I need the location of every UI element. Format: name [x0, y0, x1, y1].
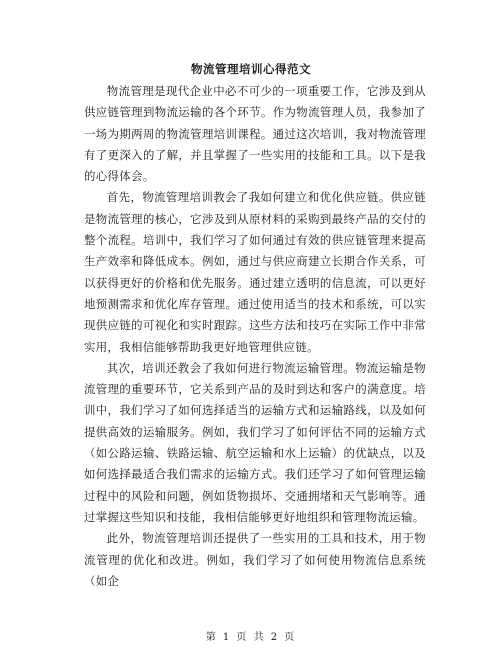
paragraph: 物流管理是现代企业中必不可少的一项重要工作，它涉及到从供应链管理到物流运输的各个环节。作为物流管理人员，我参加了一场为期两周的物流管理培训课程。通过这次培训，我对物流管理有了更深入的了解，并且掌握了一些实用的技能和工具。以下是我的心得体会。 — [84, 84, 426, 184]
paragraph: 此外，物流管理培训还提供了一些实用的工具和技术，用于物流管理的优化和改进。例如，我们学习了如何使用物流信息系统（如企 — [84, 531, 426, 588]
page-number-footer: 第 1 页 共 2 页 — [205, 632, 297, 643]
paragraph: 首先，物流管理培训教会了我如何建立和优化供应链。供应链是物流管理的核心，它涉及到从原材料的采购到最终产品的交付的整个流程。培训中，我们学习了如何通过有效的供应链管理来提高生产效率和降低成本。例如，通过与供应商建立长期合作关系，可以获得更好的价格和优先服务。通过建立透明的信息流，可以更好地预测需求和优化库存管理。通过使用适当的技术和系统，可以实现供应链的可视化和实时跟踪。这些方法和技巧在实际工作中非常实用，我相信能够帮助我更好地管理供应链。 — [84, 190, 426, 354]
document-body — [84, 81, 426, 592]
paragraph: 其次，培训还教会了我如何进行物流运输管理。物流运输是物流管理的重要环节，它关系到产品的及时到达和客户的满意度。培训中，我们学习了如何选择适当的运输方式和运输路线，以及如何提供高效的运输服务。例如，我们学习了如何评估不同的运输方式（如公路运输、铁路运输、航空运输和水上运输）的优缺点，以及如何选择最适合我们需求的运输方式。我们还学习了如何管理运输过程中的风险和问题，例如货物损坏、交通拥堵和天气影响等。通过掌握这些知识和技能，我相信能够更好地组织和管理物流运输。 — [84, 360, 426, 524]
document-title: 物流管理培训心得范文 — [191, 62, 311, 76]
